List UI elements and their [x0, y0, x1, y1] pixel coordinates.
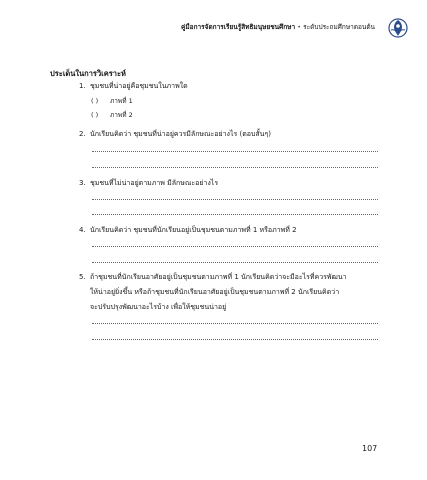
option-2-label: ภาพที่ 2 — [110, 111, 133, 119]
question-5-line-2: ให้น่าอยู่ยิ่งขึ้น หรือถ้าชุมชนที่นักเรียนอาศัยอยู่เป็นชุมชนตามภาพที่ 2 นักเรียนคิดว่า — [90, 288, 340, 296]
question-2-text: นักเรียนคิดว่า ชุมชนที่น่าอยู่ควรมีลักษณะอย่างไร (ตอบสั้นๆ) — [90, 130, 271, 138]
option-2-checkbox[interactable]: ( ) — [91, 111, 99, 119]
answer-line[interactable] — [92, 151, 378, 152]
answer-line[interactable] — [92, 339, 378, 340]
question-3-text: ชุมชนที่ไม่น่าอยู่ตามภาพ มีลักษณะอย่างไร — [90, 179, 219, 187]
answer-line[interactable] — [92, 167, 378, 168]
question-1-text: ชุมชนที่น่าอยู่คือชุมชนในภาพใด — [90, 82, 188, 90]
header-subtitle: ระดับประถมศึกษาตอนต้น — [303, 23, 375, 31]
header-separator: • — [297, 23, 302, 31]
running-header — [181, 24, 375, 31]
option-1-label: ภาพที่ 1 — [110, 97, 133, 105]
section-title: ประเด็นในการวิเคราะห์ — [50, 69, 126, 78]
question-2-number: 2. — [79, 130, 86, 138]
logo-icon — [388, 18, 408, 38]
answer-line[interactable] — [92, 214, 378, 215]
question-5-number: 5. — [79, 273, 86, 281]
page-number: 107 — [362, 444, 378, 453]
question-3-number: 3. — [79, 179, 86, 187]
question-4-number: 4. — [79, 226, 86, 234]
option-1-checkbox[interactable]: ( ) — [91, 97, 99, 105]
question-5-line-3: จะปรับปรุงพัฒนาอะไรบ้าง เพื่อให้ชุมชนน่าอยู่ — [90, 303, 227, 311]
question-1-number: 1. — [79, 82, 86, 90]
answer-line[interactable] — [92, 246, 378, 247]
question-4-text: นักเรียนคิดว่า ชุมชนที่นักเรียนอยู่เป็นชุมชนตามภาพที่ 1 หรือภาพที่ 2 — [90, 226, 297, 234]
answer-line[interactable] — [92, 262, 378, 263]
answer-line[interactable] — [92, 199, 378, 200]
answer-line[interactable] — [92, 323, 378, 324]
question-5-line-1: ถ้าชุมชนที่นักเรียนอาศัยอยู่เป็นชุมชนตามภาพที่ 1 นักเรียนคิดว่าจะมีอะไรที่ควรพัฒนา — [90, 273, 347, 281]
header-title: คู่มือการจัดการเรียนรู้สิทธิมนุษยชนศึกษา — [181, 23, 296, 31]
